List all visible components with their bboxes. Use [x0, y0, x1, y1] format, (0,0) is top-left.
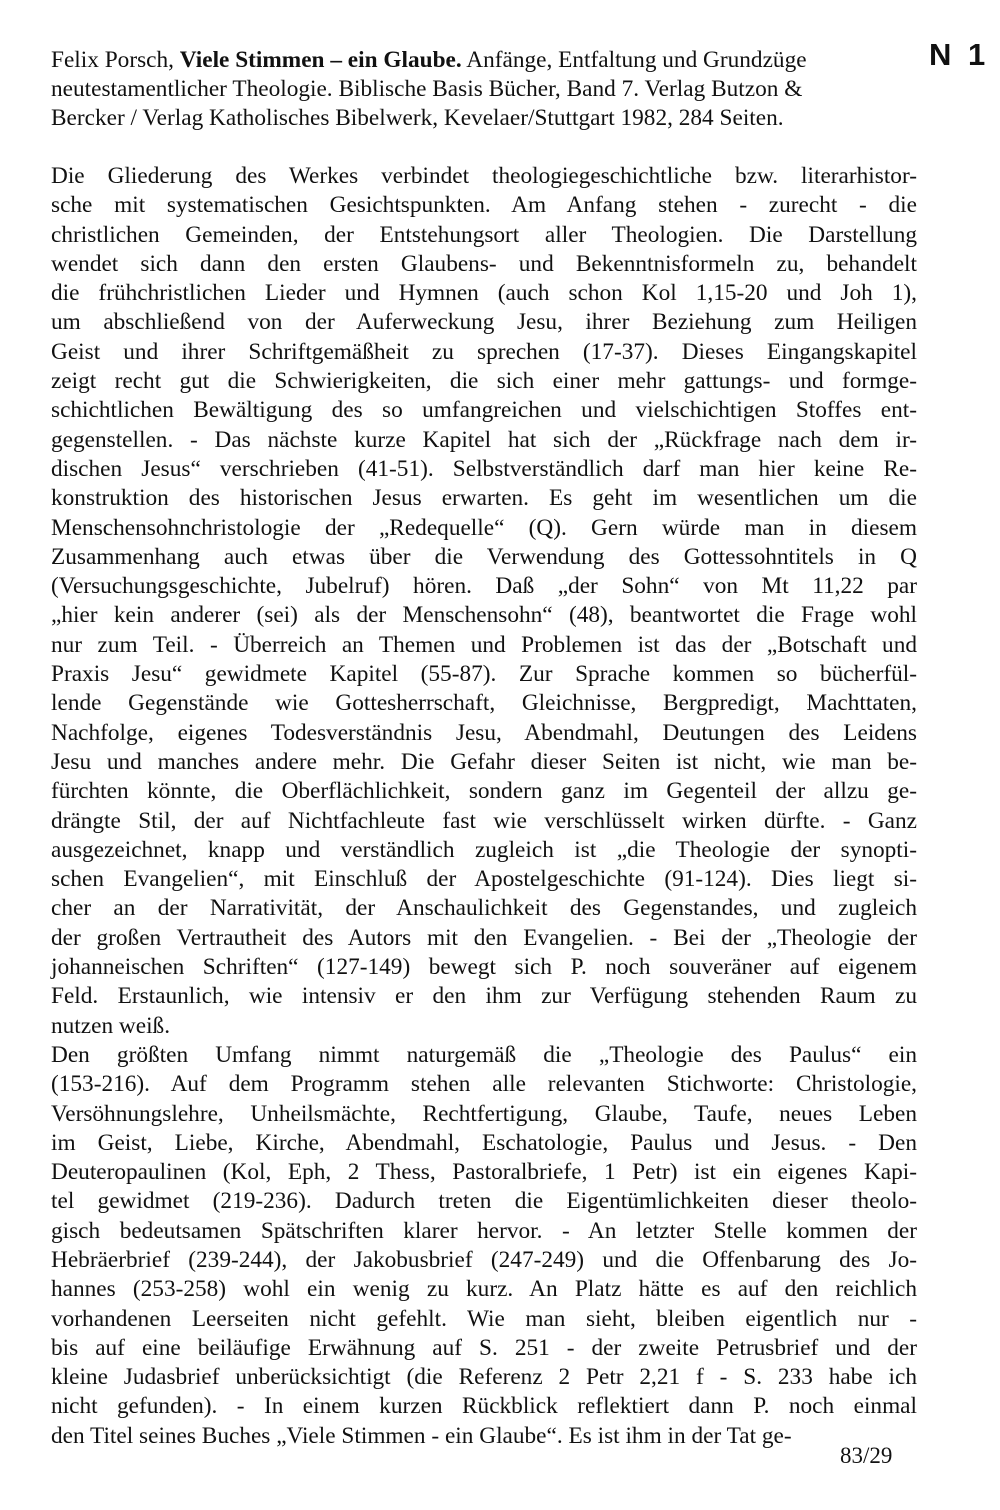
body-line: gisch bedeutsamen Spätschriften klarer hervor. - An letzter Stelle kommen der: [51, 1217, 917, 1244]
body-line: Versöhnungslehre, Unheilsmächte, Rechtfertigung, Glaube, Taufe, neues Leben: [51, 1100, 917, 1127]
header-line-1-rest: Anfänge, Entfaltung und Grundzüge: [466, 47, 807, 73]
body-line: vorhandenen Leerseiten nicht gefehlt. Wie man sieht, bleiben eigentlich nur -: [51, 1305, 917, 1332]
author-name: Felix Porsch,: [51, 47, 174, 73]
body-line: (153-216). Auf dem Programm stehen alle relevanten Stichworte: Christologie,: [51, 1071, 917, 1098]
body-line: schen Evangelien“, mit Einschluß der Apostelgeschichte (91-124). Dies liegt si-: [51, 866, 917, 893]
body-line: konstruktion des historischen Jesus erwarten. Es geht im wesentlichen um die: [51, 485, 917, 512]
body-line: Menschensohnchristologie der „Redequelle“ (Q). Gern würde man in diesem: [51, 514, 917, 541]
body-line: nicht gefunden). - In einem kurzen Rückblick reflektiert dann P. noch einmal: [51, 1393, 917, 1420]
body-line: zeigt recht gut die Schwierigkeiten, die sich einer mehr gattungs- und formge-: [51, 368, 917, 395]
body-line: der großen Vertrautheit des Autors mit den Evangelien. - Bei der „Theologie der: [51, 924, 917, 951]
header-line-1: [51, 46, 917, 75]
header-line-3: Bercker / Verlag Katholisches Bibelwerk, Kevelaer/Stuttgart 1982, 284 Seiten.: [51, 105, 784, 131]
body-line: Geist und ihrer Schriftgemäßheit zu sprechen (17-37). Dieses Eingangskapitel: [51, 338, 917, 365]
body-line: schichtlichen Bewältigung des so umfangreichen und vielschichtigen Stoffes ent-: [51, 397, 917, 424]
book-title: Viele Stimmen – ein Glaube.: [179, 47, 462, 73]
body-line: ausgezeichnet, knapp und verständlich zugleich ist „die Theologie der synopti-: [51, 836, 917, 863]
body-line: die frühchristlichen Lieder und Hymnen (auch schon Kol 1,15-20 und Joh 1),: [51, 280, 917, 307]
body-line: im Geist, Liebe, Kirche, Abendmahl, Eschatologie, Paulus und Jesus. - Den: [51, 1129, 917, 1156]
body-line: Die Gliederung des Werkes verbindet theologiegeschichtliche bzw. literarhistor-: [51, 163, 917, 189]
body-line: Feld. Erstaunlich, wie intensiv er den ihm zur Verfügung stehenden Raum zu: [51, 983, 917, 1010]
body-line: cher an der Narrativität, der Anschaulichkeit des Gegenstandes, und zugleich: [51, 895, 917, 922]
body-line: hannes (253-258) wohl ein wenig zu kurz. An Platz hätte es auf den reichlich: [51, 1276, 917, 1303]
body-line: Nachfolge, eigenes Todesverständnis Jesu, Abendmahl, Deutungen des Leidens: [51, 719, 917, 746]
body-line: wendet sich dann den ersten Glaubens- und Bekenntnisformeln zu, behandelt: [51, 250, 917, 277]
body-line: nur zum Teil. - Überreich an Themen und Problemen ist das der „Botschaft und: [51, 631, 917, 658]
body-line: Deuteropaulinen (Kol, Eph, 2 Thess, Pastoralbriefe, 1 Petr) ist ein eigenes Kapi-: [51, 1159, 917, 1186]
body-line: Hebräerbrief (239-244), der Jakobusbrief (247-249) und die Offenbarung des Jo-: [51, 1246, 917, 1273]
body-line: bis auf eine beiläufige Erwähnung auf S. 251 - der zweite Petrusbrief und der: [51, 1334, 917, 1361]
body-line: christlichen Gemeinden, der Entstehungsort aller Theologien. Die Darstellung: [51, 221, 917, 248]
body-line: den Titel seines Buches „Viele Stimmen - ein Glaube“. Es ist ihm in der Tat ge-: [51, 1422, 792, 1449]
body-line: „hier kein anderer (sei) als der Menschensohn“ (48), beantwortet die Frage wohl: [51, 602, 917, 629]
review-body: [51, 162, 917, 1451]
body-line: lende Gegenstände wie Gottesherrschaft, Gleichnisse, Bergpredigt, Machttaten,: [51, 690, 917, 717]
body-line: dischen Jesus“ verschrieben (41-51). Selbstverständlich darf man hier keine Re-: [51, 455, 917, 482]
header-line-2: neutestamentlicher Theologie. Biblische Basis Bücher, Band 7. Verlag Butzon &: [51, 76, 803, 102]
body-line: sche mit systematischen Gesichtspunkten. Am Anfang stehen - zurecht - die: [51, 192, 917, 219]
body-line: (Versuchungsgeschichte, Jubelruf) hören. Daß „der Sohn“ von Mt 11,22 par: [51, 573, 917, 600]
body-line: Den größten Umfang nimmt naturgemäß die „Theologie des Paulus“ ein: [51, 1041, 917, 1068]
body-line: um abschließend von der Auferweckung Jesu, ihrer Beziehung zum Heiligen: [51, 309, 917, 336]
body-line: Zusammenhang auch etwas über die Verwendung des Gottessohntitels in Q: [51, 543, 917, 570]
page-tag: N 1: [929, 37, 990, 72]
body-line: johanneischen Schriften“ (127-149) bewegt sich P. noch souveräner auf eigenem: [51, 954, 917, 981]
body-line: nutzen weiß.: [51, 1012, 171, 1039]
page-number: 83/29: [840, 1443, 893, 1468]
body-line: gegenstellen. - Das nächste kurze Kapitel hat sich der „Rückfrage nach dem ir-: [51, 426, 917, 453]
body-line: kleine Judasbrief unberücksichtigt (die Referenz 2 Petr 2,21 f - S. 233 habe ich: [51, 1364, 917, 1391]
body-line: fürchten könnte, die Oberflächlichkeit, sondern ganz im Gegenteil der allzu ge-: [51, 778, 917, 805]
body-line: tel gewidmet (219-236). Dadurch treten die Eigentümlichkeiten dieser theolo-: [51, 1188, 917, 1215]
body-line: Praxis Jesu“ gewidmete Kapitel (55-87). Zur Sprache kommen so bücherfül-: [51, 661, 917, 688]
body-line: Jesu und manches andere mehr. Die Gefahr dieser Seiten ist nicht, wie man be-: [51, 748, 917, 775]
body-line: drängte Stil, der auf Nichtfachleute fast wie verschlüsselt wirken dürfte. - Ganz: [51, 807, 917, 834]
bibliographic-header: [51, 46, 917, 133]
